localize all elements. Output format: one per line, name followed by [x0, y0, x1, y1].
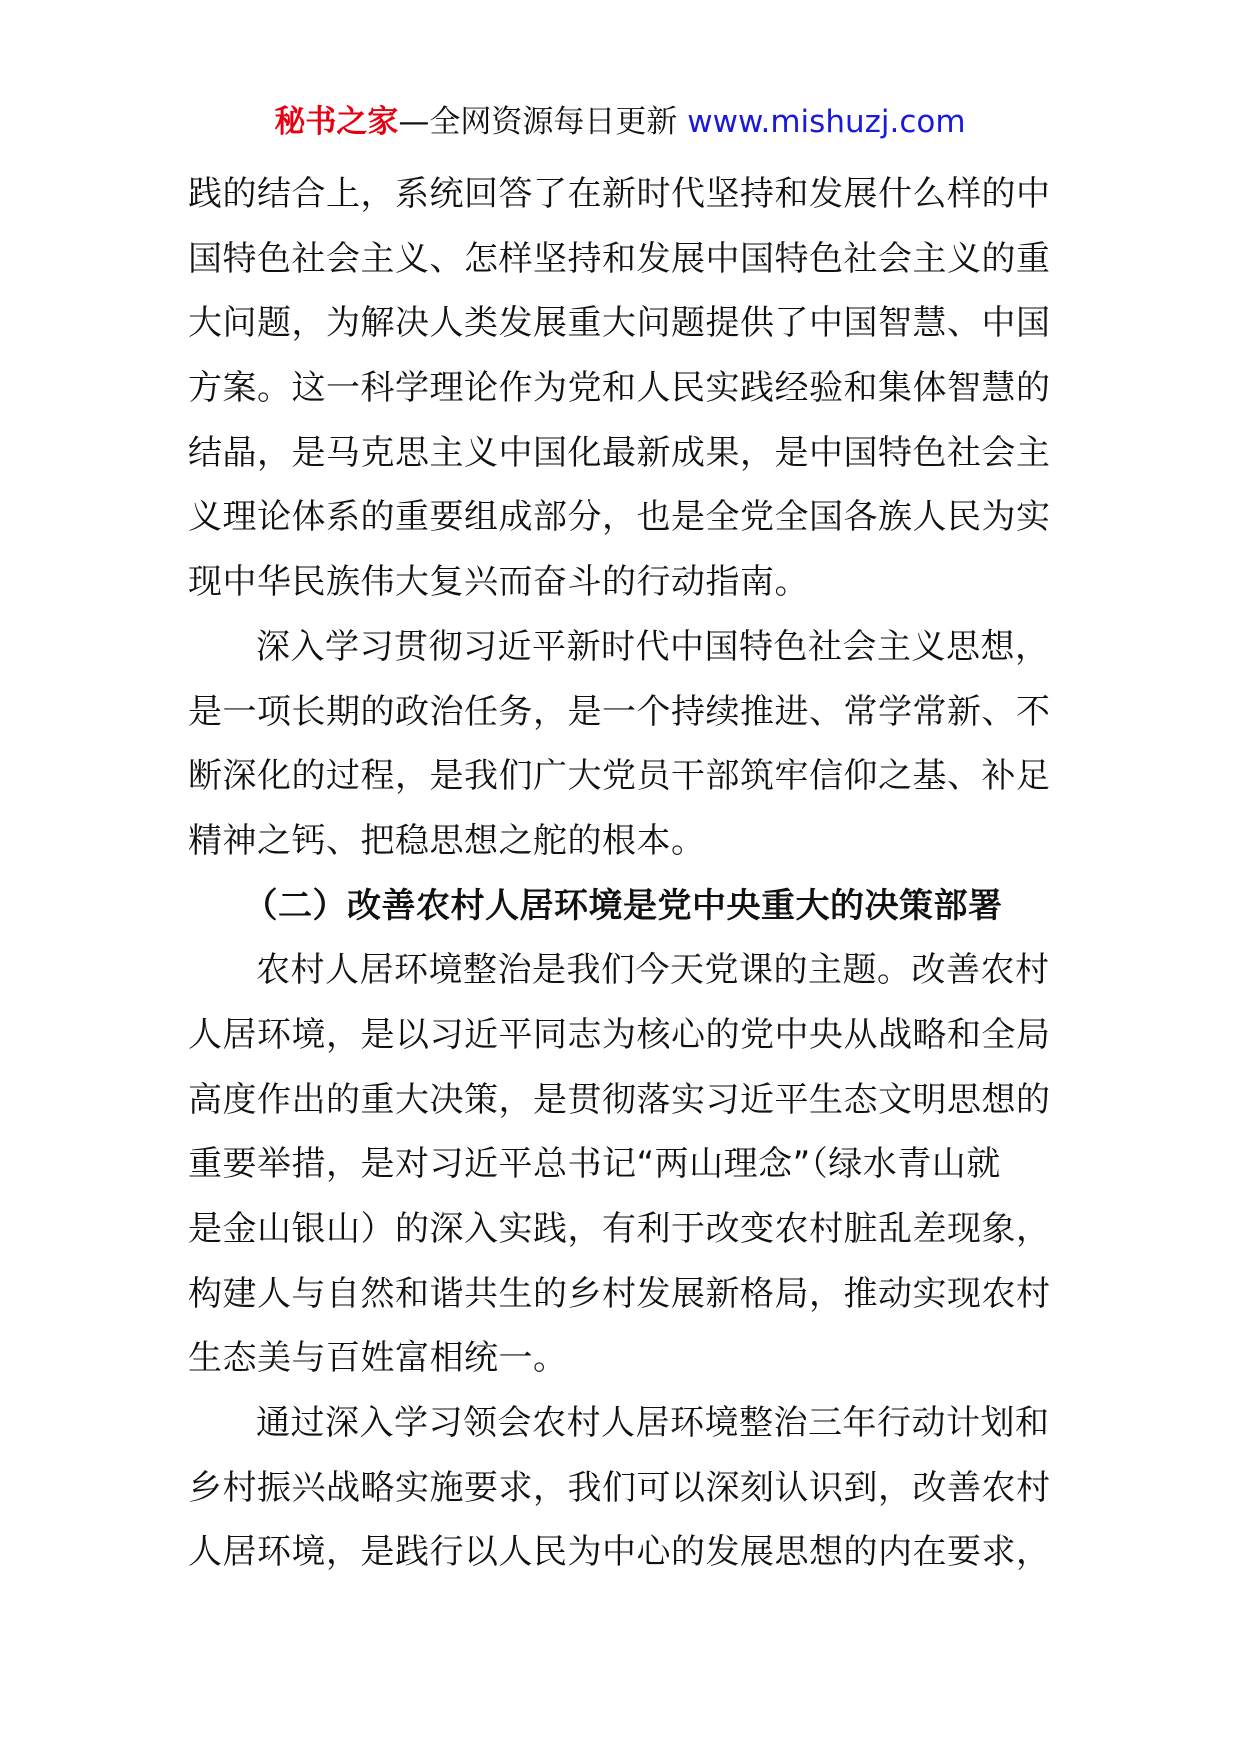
text-line: 人居环境，是践行以人民为中心的发展思想的内在要求， — [188, 1532, 1051, 1573]
text-line: 精神之钙、把稳思想之舵的根本。 — [188, 820, 706, 861]
text-line: 是金山银山）的深入实践，有利于改变农村脏乱差现象， — [188, 1209, 1051, 1249]
text-line: 高度作出的重大决策，是贯彻落实习近平生态文明思想的 — [188, 1079, 1051, 1120]
text-line: 义理论体系的重要组成部分，也是全党全国各族人民为实 — [188, 497, 1051, 538]
text-line: 构建人与自然和谐共生的乡村发展新格局，推动实现农村 — [188, 1273, 1051, 1314]
document-body — [188, 162, 1058, 1585]
paragraph-first-line: 深入学习贯彻习近平新时代中国特色社会主义思想， — [256, 626, 1050, 667]
text-line: 现中华民族伟大复兴而奋斗的行动指南。 — [188, 562, 809, 603]
paragraph-first-line: 农村人居环境整治是我们今天党课的主题。改善农村 — [256, 950, 1050, 991]
text-line: 人居环境，是以习近平同志为核心的党中央从战略和全局 — [188, 1014, 1051, 1055]
section-heading: （二）改善农村人居环境是党中央重大的决策部署 — [243, 885, 1003, 926]
text-line: 国特色社会主义、怎样坚持和发展中国特色社会主义的重 — [188, 238, 1051, 279]
text-line: 重要举措，是对习近平总书记“两山理念”（绿水青山就 — [188, 1144, 1001, 1185]
text-line: 结晶，是马克思主义中国化最新成果，是中国特色社会主 — [188, 432, 1051, 473]
header-tagline: —全网资源每日更新 — [398, 104, 688, 140]
header-brand: 秘书之家 — [274, 104, 399, 140]
page-header — [0, 100, 1240, 144]
paragraph-first-line: 通过深入学习领会农村人居环境整治三年行动计划和 — [256, 1403, 1050, 1444]
text-line: 践的结合上，系统回答了在新时代坚持和发展什么样的中 — [188, 174, 1051, 214]
text-line: 生态美与百姓富相统一。 — [188, 1338, 568, 1379]
text-line: 是一项长期的政治任务，是一个持续推进、常学常新、不 — [188, 691, 1051, 732]
header-url-link[interactable]: www.mishuzj.com — [687, 104, 966, 140]
text-line: 大问题，为解决人类发展重大问题提供了中国智慧、中国 — [188, 303, 1051, 344]
text-line: 方案。这一科学理论作为党和人民实践经验和集体智慧的 — [188, 368, 1051, 409]
text-line: 乡村振兴战略实施要求，我们可以深刻认识到，改善农村 — [188, 1467, 1051, 1508]
text-line: 断深化的过程，是我们广大党员干部筑牢信仰之基、补足 — [188, 756, 1051, 797]
